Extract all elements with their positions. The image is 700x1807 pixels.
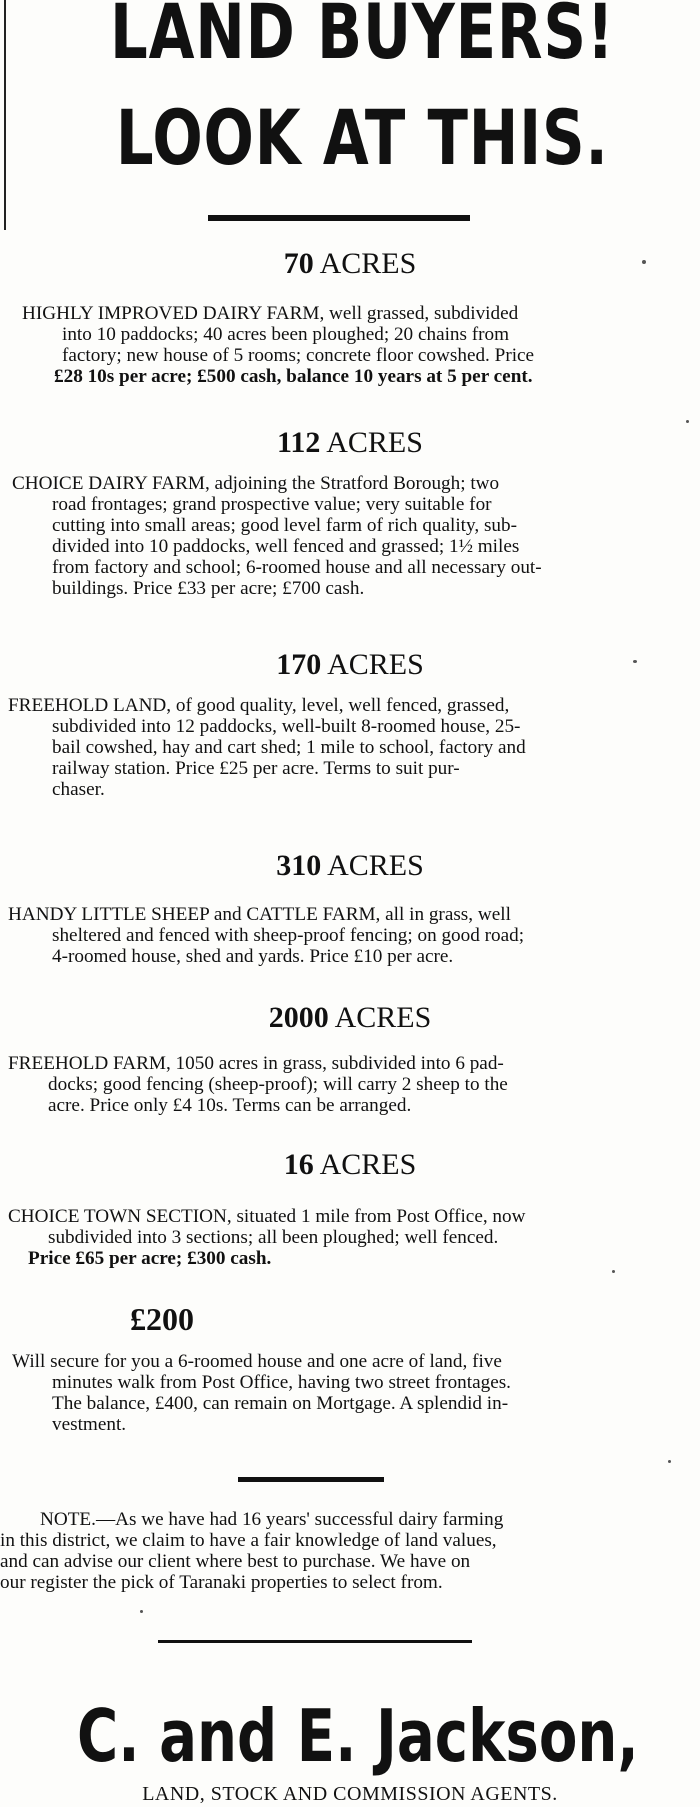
- listing-description: [8, 1206, 668, 1269]
- offer-description: [8, 1351, 668, 1435]
- listing-description: [8, 303, 668, 387]
- offer-line: The balance, £400, can remain on Mortgage. A splendid in-: [52, 1393, 509, 1414]
- listing-line: from factory and school; 6-roomed house and all necessary out-: [52, 557, 542, 578]
- offer-line: vestment.: [52, 1414, 127, 1435]
- listing-line: FREEHOLD FARM, 1050 acres in grass, subdivided into 6 pad-: [8, 1053, 504, 1074]
- scan-speck: [633, 660, 637, 663]
- listing-line: into 10 paddocks; 40 acres been ploughed; 20 chains from: [62, 324, 510, 345]
- firm-name: C. and E. Jackson,: [77, 1694, 639, 1778]
- listing-line: CHOICE TOWN SECTION, situated 1 mile from Post Office, now: [8, 1206, 526, 1227]
- listing-line: CHOICE DAIRY FARM, adjoining the Stratford Borough; two: [12, 473, 500, 494]
- listing-heading: 310 ACRES: [276, 849, 424, 882]
- listing-line: divided into 10 paddocks, well fenced and grassed; 1½ miles: [52, 536, 520, 557]
- listing-line: acre. Price only £4 10s. Terms can be arranged.: [48, 1095, 412, 1116]
- scan-speck: [612, 1270, 615, 1273]
- listing-line: FREEHOLD LAND, of good quality, level, well fenced, grassed,: [8, 695, 510, 716]
- listing-line: subdivided into 12 paddocks, well-built 8-roomed house, 25-: [52, 716, 521, 737]
- listing-line: Price £65 per acre; £300 cash.: [28, 1248, 272, 1269]
- left-border-rule: [4, 0, 6, 230]
- note-paragraph: [0, 1509, 680, 1593]
- listing-line: cutting into small areas; good level farm of rich quality, sub-: [52, 515, 517, 536]
- listing-heading: 16 ACRES: [283, 1148, 417, 1181]
- scan-speck: [140, 1610, 143, 1613]
- note-line: NOTE.—As we have had 16 years' successful dairy farming: [40, 1509, 504, 1530]
- listing-line: factory; new house of 5 rooms; concrete floor cowshed. Price: [62, 345, 535, 366]
- listing-heading: 170 ACRES: [276, 648, 424, 681]
- scan-speck: [686, 420, 689, 423]
- note-line: in this district, we claim to have a fair knowledge of land values,: [0, 1530, 497, 1551]
- listing-line: £28 10s per acre; £500 cash, balance 10 years at 5 per cent.: [54, 366, 533, 387]
- listing-line: docks; good fencing (sheep-proof); will carry 2 sheep to the: [48, 1074, 508, 1095]
- listing-heading: 2000 ACRES: [268, 1001, 432, 1034]
- listing-line: railway station. Price £25 per acre. Terms to suit pur-: [52, 758, 460, 779]
- listing-description: [8, 1053, 668, 1116]
- listing-line: subdivided into 3 sections; all been ploughed; well fenced.: [48, 1227, 499, 1248]
- listing-line: sheltered and fenced with sheep-proof fencing; on good road;: [52, 925, 525, 946]
- offer-heading: £200: [130, 1301, 194, 1337]
- listing-line: bail cowshed, hay and cart shed; 1 mile to school, factory and: [52, 737, 526, 758]
- listing-line: road frontages; grand prospective value; very suitable for: [52, 494, 492, 515]
- scan-speck: [668, 1460, 671, 1463]
- headline-land-buyers: LAND BUYERS!: [110, 0, 615, 76]
- listing-description: [8, 904, 668, 967]
- offer-line: Will secure for you a 6-roomed house and one acre of land, five: [12, 1351, 502, 1372]
- note-divider: [158, 1640, 472, 1643]
- listing-line: chaser.: [52, 779, 105, 800]
- headline-look-at-this: LOOK AT THIS.: [115, 93, 609, 182]
- listing-line: HANDY LITTLE SHEEP and CATTLE FARM, all in grass, well: [8, 904, 511, 925]
- listing-line: 4-roomed house, shed and yards. Price £10 per acre.: [52, 946, 454, 967]
- listing-description: [8, 473, 668, 599]
- scan-speck: [642, 260, 646, 264]
- listing-line: HIGHLY IMPROVED DAIRY FARM, well grassed, subdivided: [22, 303, 519, 324]
- listing-description: [8, 695, 668, 800]
- offer-line: minutes walk from Post Office, having two street frontages.: [52, 1372, 511, 1393]
- headline-divider: [208, 215, 470, 221]
- note-line: our register the pick of Taranaki properties to select from.: [0, 1572, 443, 1593]
- listing-line: buildings. Price £33 per acre; £700 cash.: [52, 578, 365, 599]
- offer-divider: [238, 1477, 384, 1482]
- listing-heading: 70 ACRES: [283, 247, 417, 280]
- listing-heading: 112 ACRES: [277, 426, 423, 459]
- note-line: and can advise our client where best to purchase. We have on: [0, 1551, 471, 1572]
- firm-tagline: LAND, STOCK AND COMMISSION AGENTS.: [142, 1783, 558, 1805]
